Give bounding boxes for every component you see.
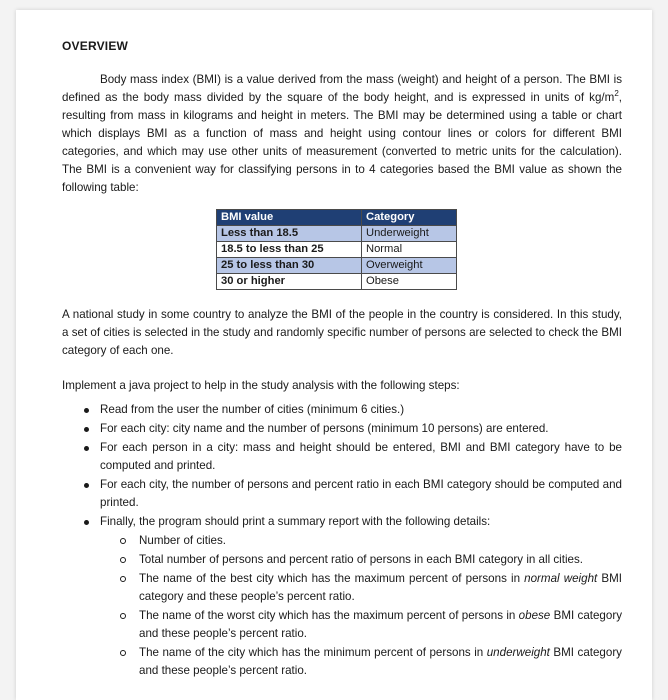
sub-list-item [100, 644, 622, 680]
list-item-text: For each city: city name and the number of persons (minimum 10 persons) are entered. [100, 422, 549, 435]
sub-list-item [100, 532, 622, 550]
sub-list-item [100, 551, 622, 569]
table-header-category: Category [362, 210, 457, 226]
emphasis-text: normal weight [524, 572, 598, 585]
list-item-text: For each person in a city: mass and height should be entered, BMI and BMI category have to be computed and printed. [100, 441, 622, 472]
list-item-text: Finally, the program should print a summary report with the following details: [100, 515, 491, 528]
table-row [217, 258, 457, 274]
list-item [62, 476, 622, 512]
sub-list-item [100, 570, 622, 606]
sub-list-item-text: Total number of persons and percent ratio of persons in each BMI category in all cities. [139, 553, 584, 566]
list-item [62, 401, 622, 419]
table-cell: Normal [362, 242, 457, 258]
list-item-text: Read from the user the number of cities (minimum 6 cities.) [100, 403, 405, 416]
spacer [62, 360, 622, 377]
table-cell: Underweight [362, 226, 457, 242]
sub-list-item-text: The name of the city which has the minimum percent of persons in [139, 646, 487, 659]
table-cell: 25 to less than 30 [217, 258, 362, 274]
list-item-text: For each city, the number of persons and percent ratio in each BMI category should be computed and printed. [100, 478, 622, 509]
emphasis-text: obese [518, 609, 551, 622]
table-row [217, 274, 457, 290]
intro-paragraph [62, 71, 622, 197]
sub-list-item-text: The name of the worst city which has the maximum percent of persons in [139, 609, 519, 622]
list-item [62, 513, 622, 680]
implement-heading: Implement a java project to help in the study analysis with the following steps: [62, 379, 460, 392]
sub-list-item-text: The name of the best city which has the maximum percent of persons in [139, 572, 525, 585]
list-item [62, 420, 622, 438]
document-page [16, 10, 652, 700]
sub-list-item-text: BMI category and these people’s percent ratio. [139, 646, 622, 677]
bmi-category-table [216, 209, 457, 290]
table-cell: 30 or higher [217, 274, 362, 290]
sub-list-item-text: Number of cities. [139, 534, 226, 547]
intro-text-2: , resulting from mass in kilograms and height in meters. The BMI may be determined using a table or chart which displays BMI as a function of mass and height using contour lines or colors for different BMI categories, and which may use other units of measurement (converted to metric units for the calculation). The BMI is a convenient way for classifying persons in to 4 categories based the BMI value as shown the following table: [62, 91, 622, 194]
table-cell: 18.5 to less than 25 [217, 242, 362, 258]
intro-superscript: 2 [614, 89, 619, 99]
list-item [62, 439, 622, 475]
sub-list-item [100, 607, 622, 643]
intro-text-1: Body mass index (BMI) is a value derived from the mass (weight) and height of a person. The BMI is defined as the body mass divided by the square of the body height, and is expressed in units of kg/m [62, 73, 622, 104]
table-row [217, 242, 457, 258]
emphasis-text: underweight [486, 646, 550, 659]
table-cell: Obese [362, 274, 457, 290]
study-paragraph: A national study in some country to analyze the BMI of the people in the country is considered. In this study, a set of cities is selected in the study and randomly specific number of persons are selected to check the BMI category of each one. [62, 308, 622, 357]
table-header-row [217, 210, 457, 226]
document-content [62, 38, 622, 681]
summary-sublist [100, 532, 622, 680]
table-cell: Overweight [362, 258, 457, 274]
sub-list-item-text: BMI category and these people’s percent ratio. [139, 572, 622, 603]
page-title: OVERVIEW [62, 39, 129, 53]
sub-list-item-text: BMI category and these people’s percent ratio. [139, 609, 622, 640]
table-row [217, 226, 457, 242]
steps-list [62, 401, 622, 680]
table-cell: Less than 18.5 [217, 226, 362, 242]
table-header-bmi-value: BMI value [217, 210, 362, 226]
